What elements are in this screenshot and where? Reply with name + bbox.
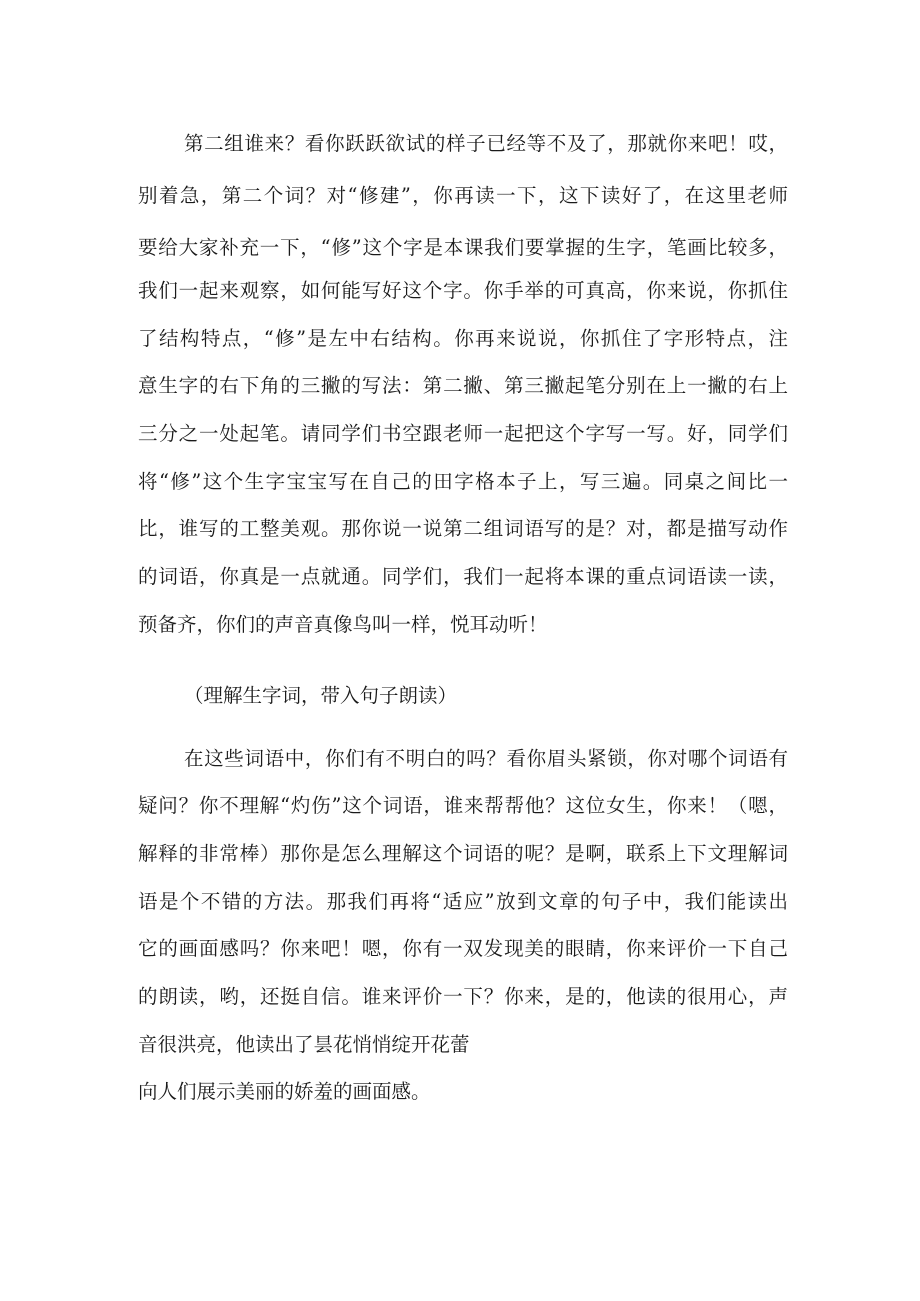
paragraph-2-line-6: 的朗读，哟，还挺自信。谁来评价一下？你来，是的，他读的很用心，声 <box>138 985 788 1008</box>
paragraph-2-line-2: 疑问？你不理解“灼伤”这个词语，谁来帮帮他？这位女生，你来！（嗯， <box>138 794 788 817</box>
paragraph-1-line-9: 比，谁写的工整美观。那你说一说第二组词语写的是？对，都是描写动作 <box>138 517 788 540</box>
paragraph-2-line-5: 它的画面感吗？你来吧！嗯，你有一双发现美的眼睛，你来评价一下自己 <box>138 937 788 960</box>
paragraph-1-line-2: 别着急，第二个词？对“修建”，你再读一下，这下读好了，在这里老师 <box>138 184 788 207</box>
paragraph-2-line-7: 音很洪亮，他读出了昙花悄悄绽开花蕾 <box>138 1033 470 1056</box>
paragraph-2-line-1: 在这些词语中，你们有不明白的吗？看你眉头紧锁，你对哪个词语有 <box>184 747 788 770</box>
paragraph-1-line-8: 将“修”这个生字宝宝写在自己的田字格本子上，写三遍。同桌之间比一 <box>138 470 788 493</box>
paragraph-1-line-6: 意生字的右下角的三撇的写法：第二撇、第三撇起笔分别在上一撇的右上 <box>138 374 788 397</box>
paragraph-1-line-11: 预备齐，你们的声音真像鸟叫一样，悦耳动听！ <box>138 613 548 636</box>
paragraph-1-line-5: 了结构特点，“修”是左中右结构。你再来说说，你抓住了字形特点，注 <box>138 327 788 350</box>
paragraph-1-line-10: 的词语，你真是一点就通。同学们，我们一起将本课的重点词语读一读， <box>138 565 788 588</box>
paragraph-2-line-3: 解释的非常棒）那你是怎么理解这个词语的呢？是啊，联系上下文理解词 <box>138 842 788 865</box>
paragraph-1-line-1: 第二组谁来？看你跃跃欲试的样子已经等不及了，那就你来吧！哎， <box>184 132 788 155</box>
paragraph-2-line-8: 向人们展示美丽的娇羞的画面感。 <box>138 1080 431 1103</box>
section-heading: （理解生字词，带入句子朗读） <box>184 684 458 707</box>
paragraph-1-line-4: 我们一起来观察，如何能写好这个字。你手举的可真高，你来说，你抓住 <box>138 279 788 302</box>
paragraph-2-line-4: 语是个不错的方法。那我们再将“适应”放到文章的句子中，我们能读出 <box>138 890 788 913</box>
paragraph-1-line-7: 三分之一处起笔。请同学们书空跟老师一起把这个字写一写。好，同学们 <box>138 422 788 445</box>
paragraph-1-line-3: 要给大家补充一下，“修”这个字是本课我们要掌握的生字，笔画比较多， <box>138 236 788 259</box>
